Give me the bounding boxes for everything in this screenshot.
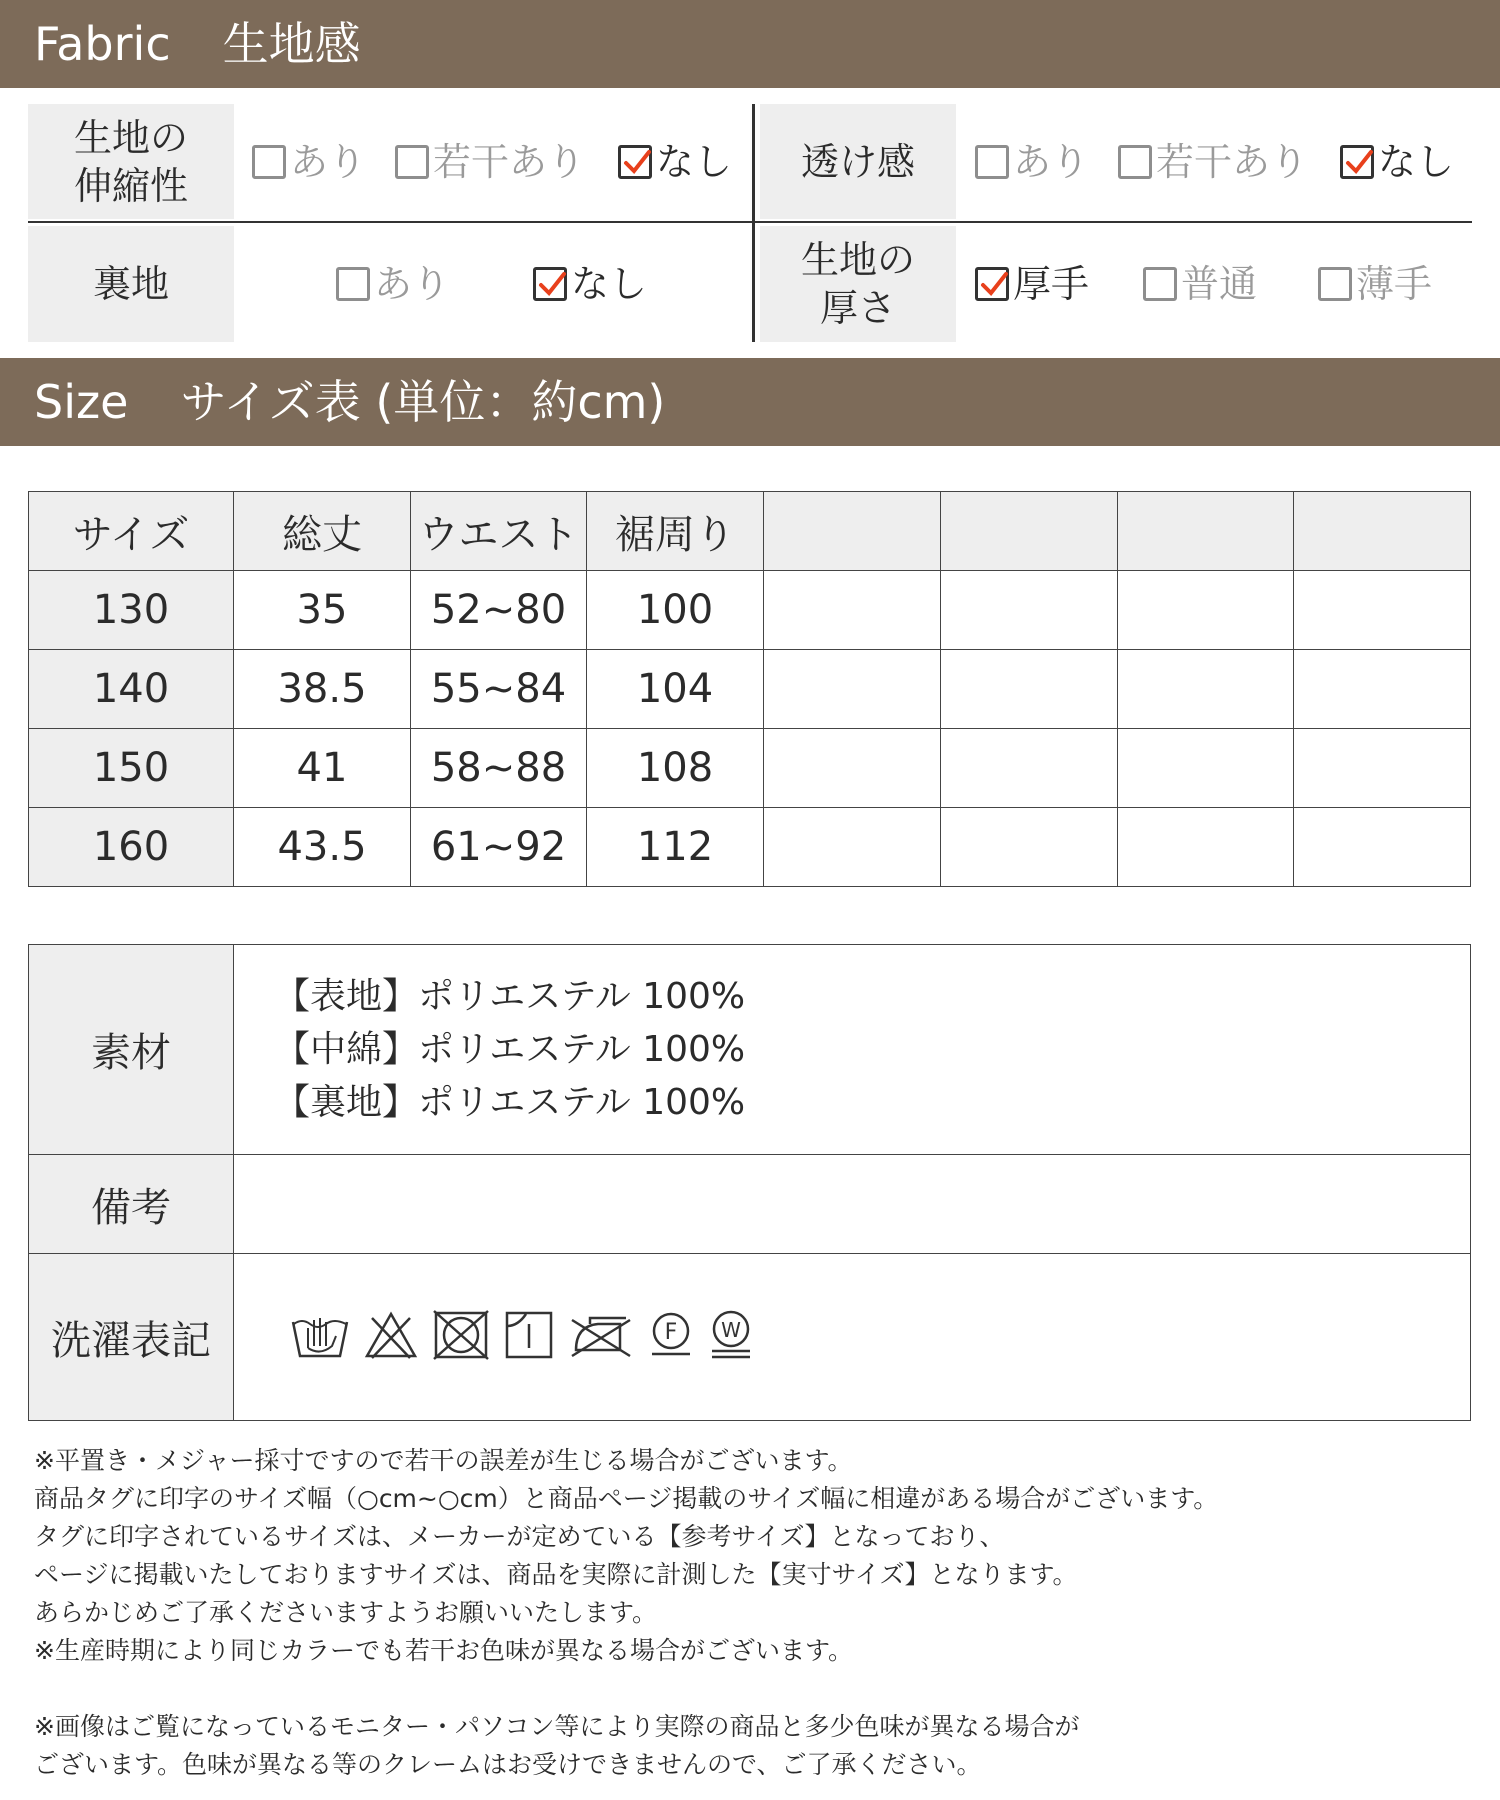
size-banner-jp: サイズ表 (単位：約cm) xyxy=(180,375,666,429)
size-header-cell: 裾周り xyxy=(587,492,764,571)
checked-checkbox-icon[interactable] xyxy=(533,267,567,301)
size-cell: 52~80 xyxy=(411,571,587,650)
note-line: あらかじめご了承くださいますようお願いいたします。 xyxy=(34,1598,658,1627)
table-row xyxy=(29,729,1471,808)
stretch-option-jakkan[interactable] xyxy=(395,142,585,182)
note-line: 商品タグに印字のサイズ幅（○cm~○cm）と商品ページ掲載のサイズ幅に相違がある場合がございます。 xyxy=(34,1484,1219,1513)
care-label: 洗濯表記 xyxy=(29,1254,234,1421)
thickness-label xyxy=(760,226,956,342)
table-row xyxy=(29,808,1471,887)
checkbox-icon[interactable] xyxy=(1118,145,1152,179)
stretch-label-line2: 伸縮性 xyxy=(73,163,188,208)
size-cell: 140 xyxy=(29,650,234,729)
size-cell xyxy=(941,808,1118,887)
thickness-option-usude[interactable] xyxy=(1318,264,1432,304)
checkbox-icon[interactable] xyxy=(1318,267,1352,301)
remarks-label: 備考 xyxy=(29,1155,234,1254)
note-line: ※画像はご覧になっているモニター・パソコン等により実際の商品と多少色味が異なる場合が xyxy=(34,1712,1080,1741)
material-label: 素材 xyxy=(29,945,234,1155)
dry-clean-f-icon xyxy=(648,1310,694,1364)
note-line: ※平置き・メジャー採寸ですので若干の誤差が生じる場合がございます。 xyxy=(34,1446,853,1475)
dry-clean-letter: F xyxy=(664,1320,678,1345)
line-dry-icon xyxy=(504,1310,554,1364)
size-cell: 43.5 xyxy=(234,808,411,887)
checkbox-icon[interactable] xyxy=(395,145,429,179)
size-header-cell: ウエスト xyxy=(411,492,587,571)
checkbox-icon[interactable] xyxy=(252,145,286,179)
size-cell: 55~84 xyxy=(411,650,587,729)
fabric-banner xyxy=(0,0,1500,88)
material-row xyxy=(29,945,1471,1155)
size-cell xyxy=(764,650,941,729)
thickness-label-line2: 厚さ xyxy=(819,286,896,330)
size-cell: 41 xyxy=(234,729,411,808)
size-cell: 150 xyxy=(29,729,234,808)
wet-clean-letter: W xyxy=(721,1318,741,1342)
option-label: 若干あり xyxy=(1156,140,1309,184)
option-label: あり xyxy=(290,140,367,184)
fabric-row-divider xyxy=(28,221,1472,223)
sheer-option-jakkan[interactable] xyxy=(1118,142,1308,182)
size-cell: 38.5 xyxy=(234,650,411,729)
size-banner-en: Size xyxy=(34,375,129,429)
note-line: ※生産時期により同じカラーでも若干お色味が異なる場合がございます。 xyxy=(34,1636,853,1665)
thickness-option-atsude[interactable] xyxy=(975,264,1089,304)
size-cell: 160 xyxy=(29,808,234,887)
size-cell xyxy=(764,729,941,808)
size-cell xyxy=(1294,808,1471,887)
size-cell xyxy=(1294,650,1471,729)
option-label: あり xyxy=(1013,140,1090,184)
no-iron-icon xyxy=(568,1310,634,1364)
checked-checkbox-icon[interactable] xyxy=(618,145,652,179)
size-header-cell xyxy=(941,492,1118,571)
notes xyxy=(34,1442,1474,1784)
size-cell: 58~88 xyxy=(411,729,587,808)
care-row xyxy=(29,1254,1471,1421)
note-line xyxy=(34,1670,1474,1708)
lining-option-ari[interactable] xyxy=(336,264,450,304)
table-row xyxy=(29,571,1471,650)
no-tumble-dry-icon xyxy=(432,1310,490,1364)
option-label: なし xyxy=(1378,140,1455,184)
table-row xyxy=(29,650,1471,729)
size-header-cell xyxy=(1118,492,1294,571)
size-cell: 61~92 xyxy=(411,808,587,887)
thickness-option-futsuu[interactable] xyxy=(1143,264,1257,304)
note-line: ございます。色味が異なる等のクレームはお受けできませんので、ご了承ください。 xyxy=(34,1750,982,1779)
size-cell: 100 xyxy=(587,571,764,650)
size-header-cell: サイズ xyxy=(29,492,234,571)
checked-checkbox-icon[interactable] xyxy=(1340,145,1374,179)
checked-checkbox-icon[interactable] xyxy=(975,267,1009,301)
size-cell xyxy=(1294,571,1471,650)
option-label: 厚手 xyxy=(1013,262,1090,306)
note-line: ページに掲載いたしておりますサイズは、商品を実際に計測した【実寸サイズ】となります。 xyxy=(34,1560,1078,1589)
stretch-option-nashi[interactable] xyxy=(618,142,732,182)
size-table-header-row xyxy=(29,492,1471,571)
checkbox-icon[interactable] xyxy=(975,145,1009,179)
lining-option-nashi[interactable] xyxy=(533,264,647,304)
fabric-banner-jp: 生地感 xyxy=(222,17,361,71)
fabric-col-divider xyxy=(752,104,755,342)
size-cell xyxy=(1118,571,1294,650)
hand-wash-icon xyxy=(290,1310,350,1364)
size-cell xyxy=(941,571,1118,650)
material-value xyxy=(234,945,1471,1155)
size-cell xyxy=(1118,650,1294,729)
option-label: 普通 xyxy=(1181,262,1258,306)
lining-label-text: 裏地 xyxy=(92,262,169,306)
material-line: 【裏地】ポリエステル 100% xyxy=(274,1082,746,1123)
size-cell xyxy=(764,571,941,650)
size-cell: 104 xyxy=(587,650,764,729)
size-table xyxy=(28,491,1471,887)
checkbox-icon[interactable] xyxy=(336,267,370,301)
sheer-label-text: 透け感 xyxy=(800,139,915,184)
stretch-label-line1: 生地の xyxy=(73,115,188,160)
sheer-option-ari[interactable] xyxy=(975,142,1089,182)
info-table xyxy=(28,944,1471,1421)
size-banner xyxy=(0,358,1500,446)
no-bleach-icon xyxy=(364,1310,418,1364)
size-header-cell xyxy=(764,492,941,571)
lining-label xyxy=(28,226,234,342)
thickness-label-line1: 生地の xyxy=(800,238,915,282)
option-label: あり xyxy=(374,262,451,306)
size-cell: 130 xyxy=(29,571,234,650)
size-cell xyxy=(1118,729,1294,808)
size-header-cell: 総丈 xyxy=(234,492,411,571)
stretch-option-ari[interactable] xyxy=(252,142,366,182)
option-label: 若干あり xyxy=(433,140,586,184)
size-cell: 112 xyxy=(587,808,764,887)
size-cell xyxy=(1294,729,1471,808)
material-line: 【中綿】ポリエステル 100% xyxy=(274,1029,746,1070)
size-cell: 108 xyxy=(587,729,764,808)
option-label: 薄手 xyxy=(1356,262,1433,306)
sheer-label xyxy=(760,104,956,219)
option-label: なし xyxy=(571,262,648,306)
size-cell xyxy=(764,808,941,887)
fabric-banner-en: Fabric xyxy=(34,17,171,71)
size-cell xyxy=(941,729,1118,808)
care-icons xyxy=(234,1254,1471,1421)
sheer-option-nashi[interactable] xyxy=(1340,142,1454,182)
size-cell xyxy=(1118,808,1294,887)
option-label: なし xyxy=(656,140,733,184)
size-cell xyxy=(941,650,1118,729)
size-header-cell xyxy=(1294,492,1471,571)
remarks-row xyxy=(29,1155,1471,1254)
material-line: 【表地】ポリエステル 100% xyxy=(274,976,746,1017)
wet-clean-w-icon xyxy=(708,1308,754,1366)
remarks-value xyxy=(234,1155,1471,1254)
checkbox-icon[interactable] xyxy=(1143,267,1177,301)
note-line: タグに印字されているサイズは、メーカーが定めている【参考サイズ】となっており、 xyxy=(34,1522,1005,1551)
stretch-label xyxy=(28,104,234,219)
size-cell: 35 xyxy=(234,571,411,650)
